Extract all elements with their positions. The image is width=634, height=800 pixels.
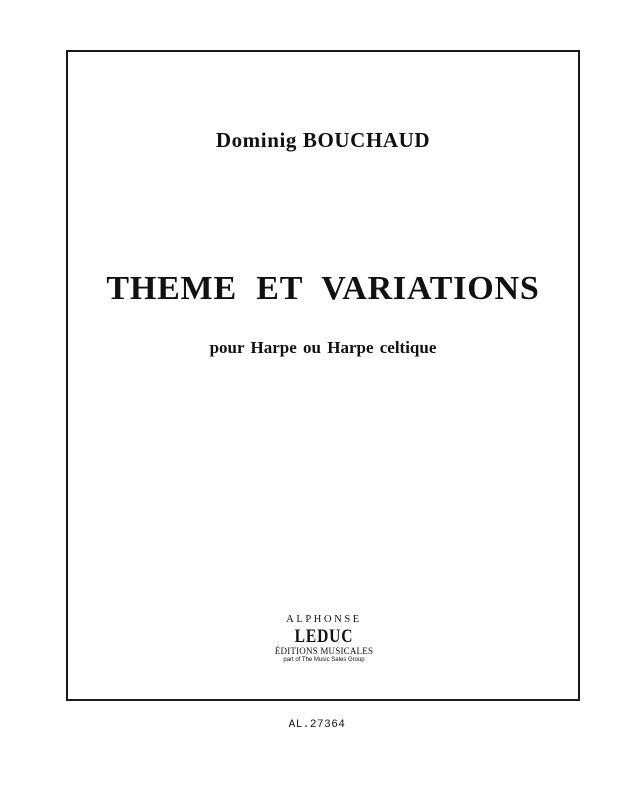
publisher-logo bbox=[257, 615, 391, 663]
work-title: THEME ET VARIATIONS bbox=[106, 270, 540, 307]
work-subtitle: pour Harpe ou Harpe celtique bbox=[209, 338, 437, 357]
catalog-number: AL.27364 bbox=[288, 719, 346, 731]
publisher-logo-line3: ÉDITIONS MUSICALES bbox=[274, 645, 374, 656]
cover-frame bbox=[66, 50, 580, 701]
publisher-logo-line1: ALPHONSE bbox=[286, 614, 362, 625]
composer-name: Dominig BOUCHAUD bbox=[215, 128, 431, 152]
publisher-logo-line4: part of The Music Sales Group bbox=[283, 656, 365, 663]
publisher-logo-line2: LEDUC bbox=[294, 625, 354, 647]
